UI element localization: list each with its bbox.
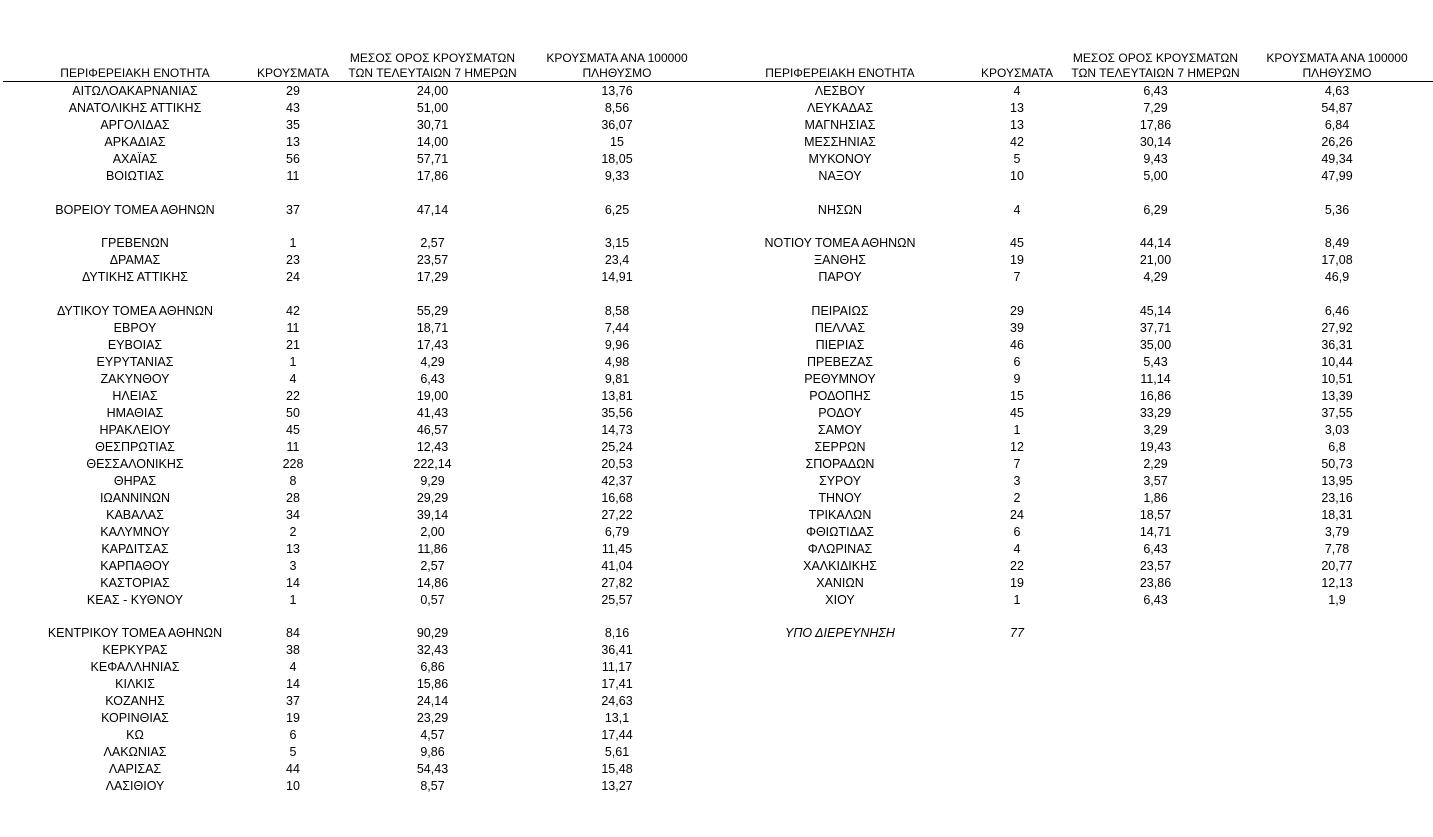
right-row-15-cases: 15 <box>1010 389 1024 403</box>
right-row-18-cases: 12 <box>1010 440 1024 454</box>
left-row-17-region: ΗΡΑΚΛΕΙΟΥ <box>99 423 171 437</box>
left-row-33-per100k: 13,1 <box>604 711 630 725</box>
left-row-32-per100k: 24,63 <box>601 694 633 708</box>
right-row-21-per100k: 23,16 <box>1321 491 1353 505</box>
right-row-19-cases: 7 <box>1013 457 1021 471</box>
right-row-14-cases: 9 <box>1013 372 1021 386</box>
left-row-35-avg7: 9,86 <box>420 745 445 759</box>
right-row-1-avg7: 7,29 <box>1143 101 1168 115</box>
right-row-9-avg7: 4,29 <box>1143 270 1168 284</box>
left-row-18-cases: 11 <box>286 440 300 454</box>
right-row-13-cases: 6 <box>1013 355 1021 369</box>
right-row-10-per100k: 6,46 <box>1324 304 1350 318</box>
left-row-7-cases: 1 <box>289 236 297 250</box>
right-row-18-per100k: 6,8 <box>1328 440 1346 454</box>
right-row-16-cases: 45 <box>1010 406 1024 420</box>
left-row-31-region: ΚΙΛΚΙΣ <box>115 677 155 691</box>
left-row-2-avg7: 30,71 <box>416 118 449 132</box>
left-row-28-per100k: 8,16 <box>604 626 630 640</box>
right-row-13-avg7: 5,43 <box>1143 355 1168 369</box>
left-row-21-per100k: 16,68 <box>601 491 633 505</box>
right-row-16-avg7: 33,29 <box>1139 406 1172 420</box>
left-row-4-region: ΑΧΑΪΑΣ <box>112 152 158 166</box>
right-row-12-per100k: 36,31 <box>1321 338 1353 352</box>
left-row-19-region: ΘΕΣΣΑΛΟΝΙΚΗΣ <box>86 457 184 471</box>
left-row-20-region: ΘΗΡΑΣ <box>113 474 157 488</box>
right-row-28-cases: 77 <box>1010 626 1024 640</box>
right-row-2-avg7: 17,86 <box>1139 118 1172 132</box>
right-header-cases: ΚΡΟΥΣΜΑΤΑ <box>981 66 1053 80</box>
left-row-12-avg7: 17,43 <box>416 338 449 352</box>
left-row-21-region: ΙΩΑΝΝΙΝΩΝ <box>99 491 171 505</box>
right-row-25-cases: 22 <box>1010 559 1024 573</box>
right-row-12-cases: 46 <box>1010 338 1024 352</box>
left-row-27-cases: 1 <box>289 593 297 607</box>
right-row-20-avg7: 3,57 <box>1143 474 1168 488</box>
left-row-16-per100k: 35,56 <box>601 406 633 420</box>
right-row-9-per100k: 46,9 <box>1324 270 1350 284</box>
left-row-9-per100k: 14,91 <box>601 270 633 284</box>
left-row-7-region: ΓΡΕΒΕΝΩΝ <box>101 236 169 250</box>
left-row-35-region: ΛΑΚΩΝΙΑΣ <box>103 745 167 759</box>
right-row-21-cases: 2 <box>1013 491 1021 505</box>
left-row-2-region: ΑΡΓΟΛΙΔΑΣ <box>100 118 170 132</box>
left-row-23-region: ΚΑΛΥΜΝΟΥ <box>100 525 170 539</box>
right-row-25-region: ΧΑΛΚΙΔΙΚΗΣ <box>803 559 877 573</box>
left-row-10-per100k: 8,58 <box>604 304 630 318</box>
right-row-5-region: ΝΑΞΟΥ <box>818 169 862 183</box>
left-row-18-region: ΘΕΣΠΡΩΤΙΑΣ <box>95 440 175 454</box>
left-row-31-per100k: 17,41 <box>601 677 633 691</box>
left-row-19-cases: 228 <box>282 457 304 471</box>
left-row-31-cases: 14 <box>286 677 300 691</box>
right-row-16-per100k: 37,55 <box>1321 406 1353 420</box>
left-row-13-avg7: 4,29 <box>420 355 445 369</box>
right-row-25-per100k: 20,77 <box>1321 559 1353 573</box>
right-row-27-per100k: 1,9 <box>1328 593 1346 607</box>
right-row-28-region: ΥΠΟ ΔΙΕΡΕΥΝΗΣΗ <box>785 626 895 640</box>
right-row-17-cases: 1 <box>1013 423 1021 437</box>
left-row-1-region: ΑΝΑΤΟΛΙΚΗΣ ΑΤΤΙΚΗΣ <box>68 101 202 115</box>
left-row-34-per100k: 17,44 <box>601 728 633 742</box>
right-row-8-per100k: 17,08 <box>1321 253 1353 267</box>
left-row-4-avg7: 57,71 <box>416 152 449 166</box>
left-row-2-cases: 35 <box>286 118 300 132</box>
left-row-28-region: ΚΕΝΤΡΙΚΟΥ ΤΟΜΕΑ ΑΘΗΝΩΝ <box>47 626 223 640</box>
left-row-2-per100k: 36,07 <box>601 118 633 132</box>
right-row-0-per100k: 4,63 <box>1324 84 1350 98</box>
header-divider-left <box>3 81 715 82</box>
left-row-21-cases: 28 <box>286 491 300 505</box>
right-row-6-per100k: 5,36 <box>1324 203 1350 217</box>
right-row-8-avg7: 21,00 <box>1139 253 1172 267</box>
left-row-11-region: ΕΒΡΟΥ <box>113 321 157 335</box>
left-row-29-avg7: 32,43 <box>416 643 449 657</box>
right-row-15-region: ΡΟΔΟΠΗΣ <box>809 389 871 403</box>
left-row-34-region: ΚΩ <box>126 728 144 742</box>
left-row-25-cases: 3 <box>289 559 297 573</box>
left-row-25-avg7: 2,57 <box>420 559 445 573</box>
right-row-3-cases: 42 <box>1010 135 1024 149</box>
right-row-2-region: ΜΑΓΝΗΣΙΑΣ <box>804 118 876 132</box>
left-row-0-per100k: 13,76 <box>601 84 633 98</box>
right-row-25-avg7: 23,57 <box>1139 559 1172 573</box>
left-row-16-region: ΗΜΑΘΙΑΣ <box>106 406 164 420</box>
right-row-27-avg7: 6,43 <box>1143 593 1168 607</box>
right-row-20-per100k: 13,95 <box>1321 474 1353 488</box>
right-row-4-avg7: 9,43 <box>1143 152 1168 166</box>
right-row-6-cases: 4 <box>1013 203 1021 217</box>
left-row-8-avg7: 23,57 <box>416 253 449 267</box>
left-row-15-region: ΗΛΕΙΑΣ <box>112 389 158 403</box>
left-row-6-cases: 37 <box>286 203 300 217</box>
left-row-32-avg7: 24,14 <box>416 694 449 708</box>
left-row-30-cases: 4 <box>289 660 297 674</box>
right-row-5-avg7: 5,00 <box>1143 169 1168 183</box>
right-row-23-avg7: 14,71 <box>1139 525 1172 539</box>
right-row-1-region: ΛΕΥΚΑΔΑΣ <box>806 101 874 115</box>
right-row-27-region: ΧΙΟΥ <box>825 593 855 607</box>
left-row-8-per100k: 23,4 <box>604 253 630 267</box>
header-divider-right <box>715 81 1433 82</box>
left-row-20-avg7: 9,29 <box>420 474 445 488</box>
right-row-6-region: ΝΗΣΩΝ <box>817 203 863 217</box>
left-row-30-region: ΚΕΦΑΛΛΗΝΙΑΣ <box>90 660 180 674</box>
left-row-33-cases: 19 <box>286 711 300 725</box>
left-row-19-avg7: 222,14 <box>413 457 452 471</box>
right-row-24-region: ΦΛΩΡΙΝΑΣ <box>807 542 873 556</box>
right-row-21-region: ΤΗΝΟΥ <box>818 491 862 505</box>
right-row-7-cases: 45 <box>1010 236 1024 250</box>
left-header-per100k: ΚΡΟΥΣΜΑΤΑ ΑΝΑ 100000 ΠΛΗΘΥΣΜΟ <box>546 51 688 80</box>
right-row-20-cases: 3 <box>1013 474 1021 488</box>
left-row-36-region: ΛΑΡΙΣΑΣ <box>108 762 162 776</box>
left-row-3-region: ΑΡΚΑΔΙΑΣ <box>104 135 166 149</box>
left-row-34-avg7: 4,57 <box>420 728 445 742</box>
left-row-9-avg7: 17,29 <box>416 270 449 284</box>
left-row-5-per100k: 9,33 <box>604 169 630 183</box>
left-row-5-avg7: 17,86 <box>416 169 449 183</box>
right-row-20-region: ΣΥΡΟΥ <box>818 474 862 488</box>
right-row-8-cases: 19 <box>1010 253 1024 267</box>
left-row-18-per100k: 25,24 <box>601 440 633 454</box>
left-row-12-per100k: 9,96 <box>604 338 630 352</box>
left-row-10-avg7: 55,29 <box>416 304 449 318</box>
right-row-19-avg7: 2,29 <box>1143 457 1168 471</box>
left-row-24-region: ΚΑΡΔΙΤΣΑΣ <box>101 542 169 556</box>
left-row-3-per100k: 15 <box>610 135 624 149</box>
left-row-23-avg7: 2,00 <box>420 525 445 539</box>
right-row-19-per100k: 50,73 <box>1321 457 1353 471</box>
left-row-22-cases: 34 <box>286 508 300 522</box>
left-row-29-per100k: 36,41 <box>601 643 633 657</box>
left-row-35-cases: 5 <box>289 745 297 759</box>
right-row-8-region: ΞΑΝΘΗΣ <box>814 253 866 267</box>
left-row-29-cases: 38 <box>286 643 300 657</box>
right-row-0-cases: 4 <box>1013 84 1021 98</box>
left-row-32-region: ΚΟΖΑΝΗΣ <box>105 694 165 708</box>
right-row-3-per100k: 26,26 <box>1321 135 1353 149</box>
right-row-2-cases: 13 <box>1010 118 1024 132</box>
right-row-13-per100k: 10,44 <box>1321 355 1353 369</box>
right-row-11-avg7: 37,71 <box>1139 321 1172 335</box>
right-row-1-per100k: 54,87 <box>1321 101 1353 115</box>
left-row-15-cases: 22 <box>286 389 300 403</box>
left-row-9-cases: 24 <box>286 270 300 284</box>
right-row-11-per100k: 27,92 <box>1321 321 1353 335</box>
left-row-8-cases: 23 <box>286 253 300 267</box>
right-row-17-avg7: 3,29 <box>1143 423 1168 437</box>
right-row-11-region: ΠΕΛΛΑΣ <box>814 321 866 335</box>
right-row-4-cases: 5 <box>1013 152 1021 166</box>
right-row-24-per100k: 7,78 <box>1324 542 1350 556</box>
left-row-17-avg7: 46,57 <box>416 423 449 437</box>
left-row-6-avg7: 47,14 <box>416 203 449 217</box>
left-row-7-avg7: 2,57 <box>420 236 445 250</box>
left-row-11-avg7: 18,71 <box>416 321 449 335</box>
left-row-23-per100k: 6,79 <box>604 525 630 539</box>
left-row-22-avg7: 39,14 <box>416 508 449 522</box>
left-row-16-avg7: 41,43 <box>416 406 449 420</box>
right-row-5-per100k: 47,99 <box>1321 169 1353 183</box>
right-row-3-avg7: 30,14 <box>1139 135 1172 149</box>
right-row-14-region: ΡΕΘΥΜΝΟΥ <box>804 372 876 386</box>
right-row-14-avg7: 11,14 <box>1140 372 1171 386</box>
left-row-14-cases: 4 <box>289 372 297 386</box>
left-row-16-cases: 50 <box>286 406 300 420</box>
left-row-30-avg7: 6,86 <box>420 660 445 674</box>
left-row-37-cases: 10 <box>286 779 300 793</box>
right-row-0-region: ΛΕΣΒΟΥ <box>814 84 866 98</box>
left-row-3-cases: 13 <box>286 135 300 149</box>
right-row-9-cases: 7 <box>1013 270 1021 284</box>
left-row-35-per100k: 5,61 <box>604 745 630 759</box>
right-row-14-per100k: 10,51 <box>1321 372 1353 386</box>
left-row-5-cases: 11 <box>286 169 300 183</box>
left-row-27-avg7: 0,57 <box>420 593 445 607</box>
right-row-9-region: ΠΑΡΟΥ <box>818 270 862 284</box>
left-row-13-cases: 1 <box>289 355 297 369</box>
left-row-20-cases: 8 <box>289 474 297 488</box>
right-row-17-region: ΣΑΜΟΥ <box>817 423 863 437</box>
left-row-26-cases: 14 <box>286 576 300 590</box>
left-row-4-per100k: 18,05 <box>601 152 633 166</box>
left-row-25-region: ΚΑΡΠΑΘΟΥ <box>100 559 170 573</box>
left-row-27-region: ΚΕΑΣ - ΚΥΘΝΟΥ <box>86 593 184 607</box>
left-row-12-region: ΕΥΒΟΙΑΣ <box>107 338 163 352</box>
left-row-33-region: ΚΟΡΙΝΘΙΑΣ <box>101 711 169 725</box>
left-row-0-avg7: 24,00 <box>416 84 449 98</box>
left-row-33-avg7: 23,29 <box>416 711 449 725</box>
right-row-22-cases: 24 <box>1010 508 1024 522</box>
left-row-10-cases: 42 <box>286 304 300 318</box>
left-row-22-region: ΚΑΒΑΛΑΣ <box>106 508 164 522</box>
left-row-28-cases: 84 <box>286 626 300 640</box>
left-row-26-region: ΚΑΣΤΟΡΙΑΣ <box>100 576 170 590</box>
left-row-5-region: ΒΟΙΩΤΙΑΣ <box>105 169 165 183</box>
right-row-5-cases: 10 <box>1010 169 1024 183</box>
left-row-31-avg7: 15,86 <box>416 677 449 691</box>
left-header-avg7: ΜΕΣΟΣ ΟΡΟΣ ΚΡΟΥΣΜΑΤΩΝ ΤΩΝ ΤΕΛΕΥΤΑΙΩΝ 7 ΗΜΕΡΩΝ <box>348 51 517 80</box>
left-row-11-cases: 11 <box>286 321 300 335</box>
left-row-0-region: ΑΙΤΩΛΟΑΚΑΡΝΑΝΙΑΣ <box>72 84 198 98</box>
right-row-24-cases: 4 <box>1013 542 1021 556</box>
right-row-15-avg7: 16,86 <box>1139 389 1172 403</box>
right-row-19-region: ΣΠΟΡΑΔΩΝ <box>805 457 875 471</box>
left-row-0-cases: 29 <box>286 84 300 98</box>
left-header-cases: ΚΡΟΥΣΜΑΤΑ <box>257 66 329 80</box>
left-row-27-per100k: 25,57 <box>601 593 633 607</box>
right-row-27-cases: 1 <box>1013 593 1021 607</box>
right-row-22-per100k: 18,31 <box>1321 508 1353 522</box>
left-row-17-per100k: 14,73 <box>601 423 633 437</box>
right-row-1-cases: 13 <box>1010 101 1024 115</box>
left-row-9-region: ΔΥΤΙΚΗΣ ΑΤΤΙΚΗΣ <box>82 270 188 284</box>
left-row-17-cases: 45 <box>286 423 300 437</box>
left-row-36-cases: 44 <box>286 762 300 776</box>
left-row-1-per100k: 8,56 <box>604 101 630 115</box>
right-row-10-region: ΠΕΙΡΑΙΩΣ <box>811 304 869 318</box>
left-row-36-per100k: 15,48 <box>601 762 633 776</box>
left-row-6-per100k: 6,25 <box>604 203 630 217</box>
left-row-24-avg7: 11,86 <box>417 542 448 556</box>
left-row-36-avg7: 54,43 <box>416 762 449 776</box>
left-row-21-avg7: 29,29 <box>416 491 449 505</box>
left-row-24-per100k: 11,45 <box>601 542 633 556</box>
left-row-4-cases: 56 <box>286 152 300 166</box>
left-row-18-avg7: 12,43 <box>416 440 449 454</box>
right-row-10-avg7: 45,14 <box>1139 304 1172 318</box>
left-row-6-region: ΒΟΡΕΙΟΥ ΤΟΜΕΑ ΑΘΗΝΩΝ <box>55 203 215 217</box>
left-row-19-per100k: 20,53 <box>601 457 633 471</box>
left-row-11-per100k: 7,44 <box>604 321 630 335</box>
right-row-4-per100k: 49,34 <box>1321 152 1353 166</box>
left-row-15-avg7: 19,00 <box>416 389 449 403</box>
right-row-23-per100k: 3,79 <box>1324 525 1350 539</box>
right-row-23-cases: 6 <box>1013 525 1021 539</box>
left-row-1-avg7: 51,00 <box>416 101 449 115</box>
right-row-7-avg7: 44,14 <box>1139 236 1172 250</box>
right-row-3-region: ΜΕΣΣΗΝΙΑΣ <box>804 135 876 149</box>
right-row-18-region: ΣΕΡΡΩΝ <box>814 440 866 454</box>
left-row-14-region: ΖΑΚΥΝΘΟΥ <box>100 372 170 386</box>
left-row-23-cases: 2 <box>289 525 297 539</box>
right-row-7-region: ΝΟΤΙΟΥ ΤΟΜΕΑ ΑΘΗΝΩΝ <box>764 236 916 250</box>
right-row-22-avg7: 18,57 <box>1139 508 1172 522</box>
left-row-29-region: ΚΕΡΚΥΡΑΣ <box>102 643 168 657</box>
right-row-7-per100k: 8,49 <box>1324 236 1350 250</box>
right-row-10-cases: 29 <box>1010 304 1024 318</box>
right-header-region: ΠΕΡΙΦΕΡΕΙΑΚΗ ΕΝΟΤΗΤΑ <box>765 66 915 80</box>
left-row-1-cases: 43 <box>286 101 300 115</box>
right-row-18-avg7: 19,43 <box>1139 440 1172 454</box>
left-row-37-avg7: 8,57 <box>420 779 445 793</box>
left-row-13-per100k: 4,98 <box>604 355 630 369</box>
right-row-16-region: ΡΟΔΟΥ <box>818 406 862 420</box>
right-header-per100k: ΚΡΟΥΣΜΑΤΑ ΑΝΑ 100000 ΠΛΗΘΥΣΜΟ <box>1266 51 1408 80</box>
left-row-3-avg7: 14,00 <box>416 135 449 149</box>
left-row-24-cases: 13 <box>286 542 300 556</box>
left-row-32-cases: 37 <box>286 694 300 708</box>
right-row-13-region: ΠΡΕΒΕΖΑΣ <box>806 355 874 369</box>
left-row-28-avg7: 90,29 <box>416 626 449 640</box>
left-row-26-avg7: 14,86 <box>416 576 449 590</box>
right-row-12-avg7: 35,00 <box>1139 338 1172 352</box>
right-row-23-region: ΦΘΙΩΤΙΔΑΣ <box>805 525 875 539</box>
right-row-26-region: ΧΑΝΙΩΝ <box>816 576 864 590</box>
left-row-34-cases: 6 <box>289 728 297 742</box>
left-row-26-per100k: 27,82 <box>601 576 633 590</box>
right-row-17-per100k: 3,03 <box>1324 423 1350 437</box>
left-row-10-region: ΔΥΤΙΚΟΥ ΤΟΜΕΑ ΑΘΗΝΩΝ <box>56 304 214 318</box>
left-row-7-per100k: 3,15 <box>604 236 630 250</box>
right-row-26-cases: 19 <box>1010 576 1024 590</box>
right-row-26-per100k: 12,13 <box>1321 576 1353 590</box>
right-row-15-per100k: 13,39 <box>1321 389 1353 403</box>
left-row-37-per100k: 13,27 <box>601 779 633 793</box>
right-header-avg7: ΜΕΣΟΣ ΟΡΟΣ ΚΡΟΥΣΜΑΤΩΝ ΤΩΝ ΤΕΛΕΥΤΑΙΩΝ 7 ΗΜΕΡΩΝ <box>1071 51 1240 80</box>
right-row-24-avg7: 6,43 <box>1143 542 1168 556</box>
left-row-37-region: ΛΑΣΙΘΙΟΥ <box>105 779 165 793</box>
left-row-30-per100k: 11,17 <box>601 660 633 674</box>
left-row-13-region: ΕΥΡΥΤΑΝΙΑΣ <box>96 355 174 369</box>
right-row-4-region: ΜΥΚΟΝΟΥ <box>808 152 872 166</box>
right-row-2-per100k: 6,84 <box>1324 118 1350 132</box>
left-row-14-per100k: 9,81 <box>604 372 630 386</box>
right-row-6-avg7: 6,29 <box>1143 203 1168 217</box>
left-row-22-per100k: 27,22 <box>601 508 633 522</box>
left-row-20-per100k: 42,37 <box>601 474 633 488</box>
left-row-25-per100k: 41,04 <box>601 559 633 573</box>
right-row-12-region: ΠΙΕΡΙΑΣ <box>815 338 865 352</box>
right-row-21-avg7: 1,86 <box>1143 491 1168 505</box>
left-row-15-per100k: 13,81 <box>601 389 633 403</box>
left-header-region: ΠΕΡΙΦΕΡΕΙΑΚΗ ΕΝΟΤΗΤΑ <box>60 66 210 80</box>
right-row-11-cases: 39 <box>1010 321 1024 335</box>
left-row-8-region: ΔΡΑΜΑΣ <box>109 253 161 267</box>
right-row-22-region: ΤΡΙΚΑΛΩΝ <box>808 508 872 522</box>
left-row-14-avg7: 6,43 <box>420 372 445 386</box>
right-row-26-avg7: 23,86 <box>1139 576 1172 590</box>
right-row-0-avg7: 6,43 <box>1143 84 1168 98</box>
left-row-12-cases: 21 <box>286 338 300 352</box>
